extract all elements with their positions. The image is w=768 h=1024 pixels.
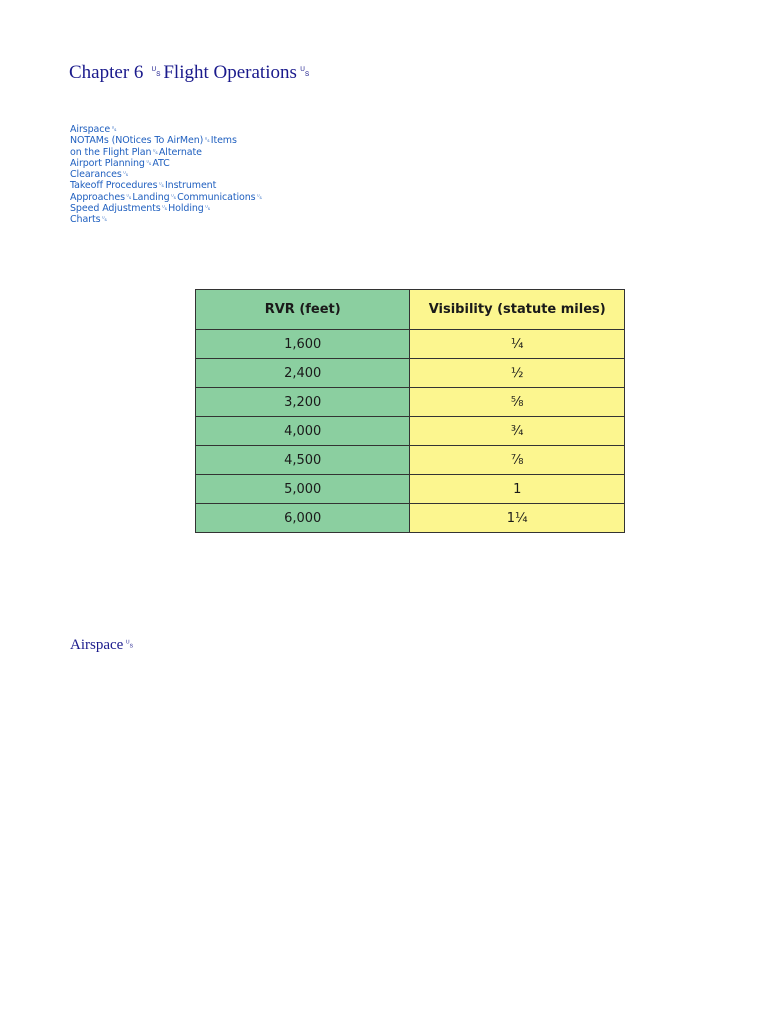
toc-item[interactable] bbox=[70, 203, 263, 214]
table-row bbox=[196, 446, 625, 475]
visibility-cell: 1¼ bbox=[410, 504, 625, 533]
toc-item[interactable] bbox=[70, 180, 263, 191]
table-row bbox=[196, 388, 625, 417]
toc-link[interactable]: NOTAMs (NOtices To AirMen)␟Items bbox=[70, 135, 237, 147]
toc-link[interactable]: Clearances␟ bbox=[70, 169, 130, 181]
toc-item[interactable] bbox=[70, 124, 263, 135]
toc-item[interactable] bbox=[70, 147, 263, 158]
visibility-cell: ⅞ bbox=[410, 446, 625, 475]
visibility-cell: ½ bbox=[410, 359, 625, 388]
toc-item[interactable] bbox=[70, 158, 263, 169]
table-row bbox=[196, 504, 625, 533]
visibility-cell: ¼ bbox=[410, 330, 625, 359]
table-row bbox=[196, 475, 625, 504]
chapter-title: Chapter 6 ␟Flight Operations␟ bbox=[69, 62, 313, 83]
rvr-cell: 6,000 bbox=[196, 504, 410, 533]
rvr-cell: 4,500 bbox=[196, 446, 410, 475]
visibility-cell: ¾ bbox=[410, 417, 625, 446]
header-visibility-statute-miles: Visibility (statute miles) bbox=[410, 290, 625, 330]
toc-link[interactable]: Takeoff Procedures␟Instrument bbox=[70, 180, 217, 192]
toc-item[interactable] bbox=[70, 135, 263, 146]
toc-link[interactable]: Airspace␟ bbox=[70, 124, 118, 135]
table-header bbox=[196, 290, 625, 330]
table-body bbox=[196, 330, 625, 533]
section-heading-airspace: Airspace␟ bbox=[70, 637, 136, 653]
table-row bbox=[196, 417, 625, 446]
visibility-cell: 1 bbox=[410, 475, 625, 504]
toc-link[interactable]: Speed Adjustments␟Holding␟ bbox=[70, 203, 212, 215]
rvr-cell: 5,000 bbox=[196, 475, 410, 504]
table-row bbox=[196, 330, 625, 359]
toc-link[interactable]: on the Flight Plan␟Alternate bbox=[70, 146, 202, 158]
rvr-cell: 2,400 bbox=[196, 359, 410, 388]
table-row bbox=[196, 359, 625, 388]
visibility-cell: ⅝ bbox=[410, 388, 625, 417]
toc-item[interactable] bbox=[70, 214, 263, 225]
rvr-visibility-table bbox=[195, 289, 625, 533]
header-rvr-feet: RVR (feet) bbox=[196, 290, 410, 330]
toc-item[interactable] bbox=[70, 192, 263, 203]
table-of-contents bbox=[70, 124, 263, 226]
toc-link[interactable]: Charts␟ bbox=[70, 214, 108, 226]
rvr-cell: 4,000 bbox=[196, 417, 410, 446]
toc-link[interactable]: Approaches␟Landing␟Communications␟ bbox=[70, 191, 264, 203]
rvr-cell: 3,200 bbox=[196, 388, 410, 417]
table-header-row bbox=[196, 290, 625, 330]
rvr-cell: 1,600 bbox=[196, 330, 410, 359]
toc-item[interactable] bbox=[70, 169, 263, 180]
toc-link[interactable]: Airport Planning␟ATC bbox=[70, 157, 170, 169]
